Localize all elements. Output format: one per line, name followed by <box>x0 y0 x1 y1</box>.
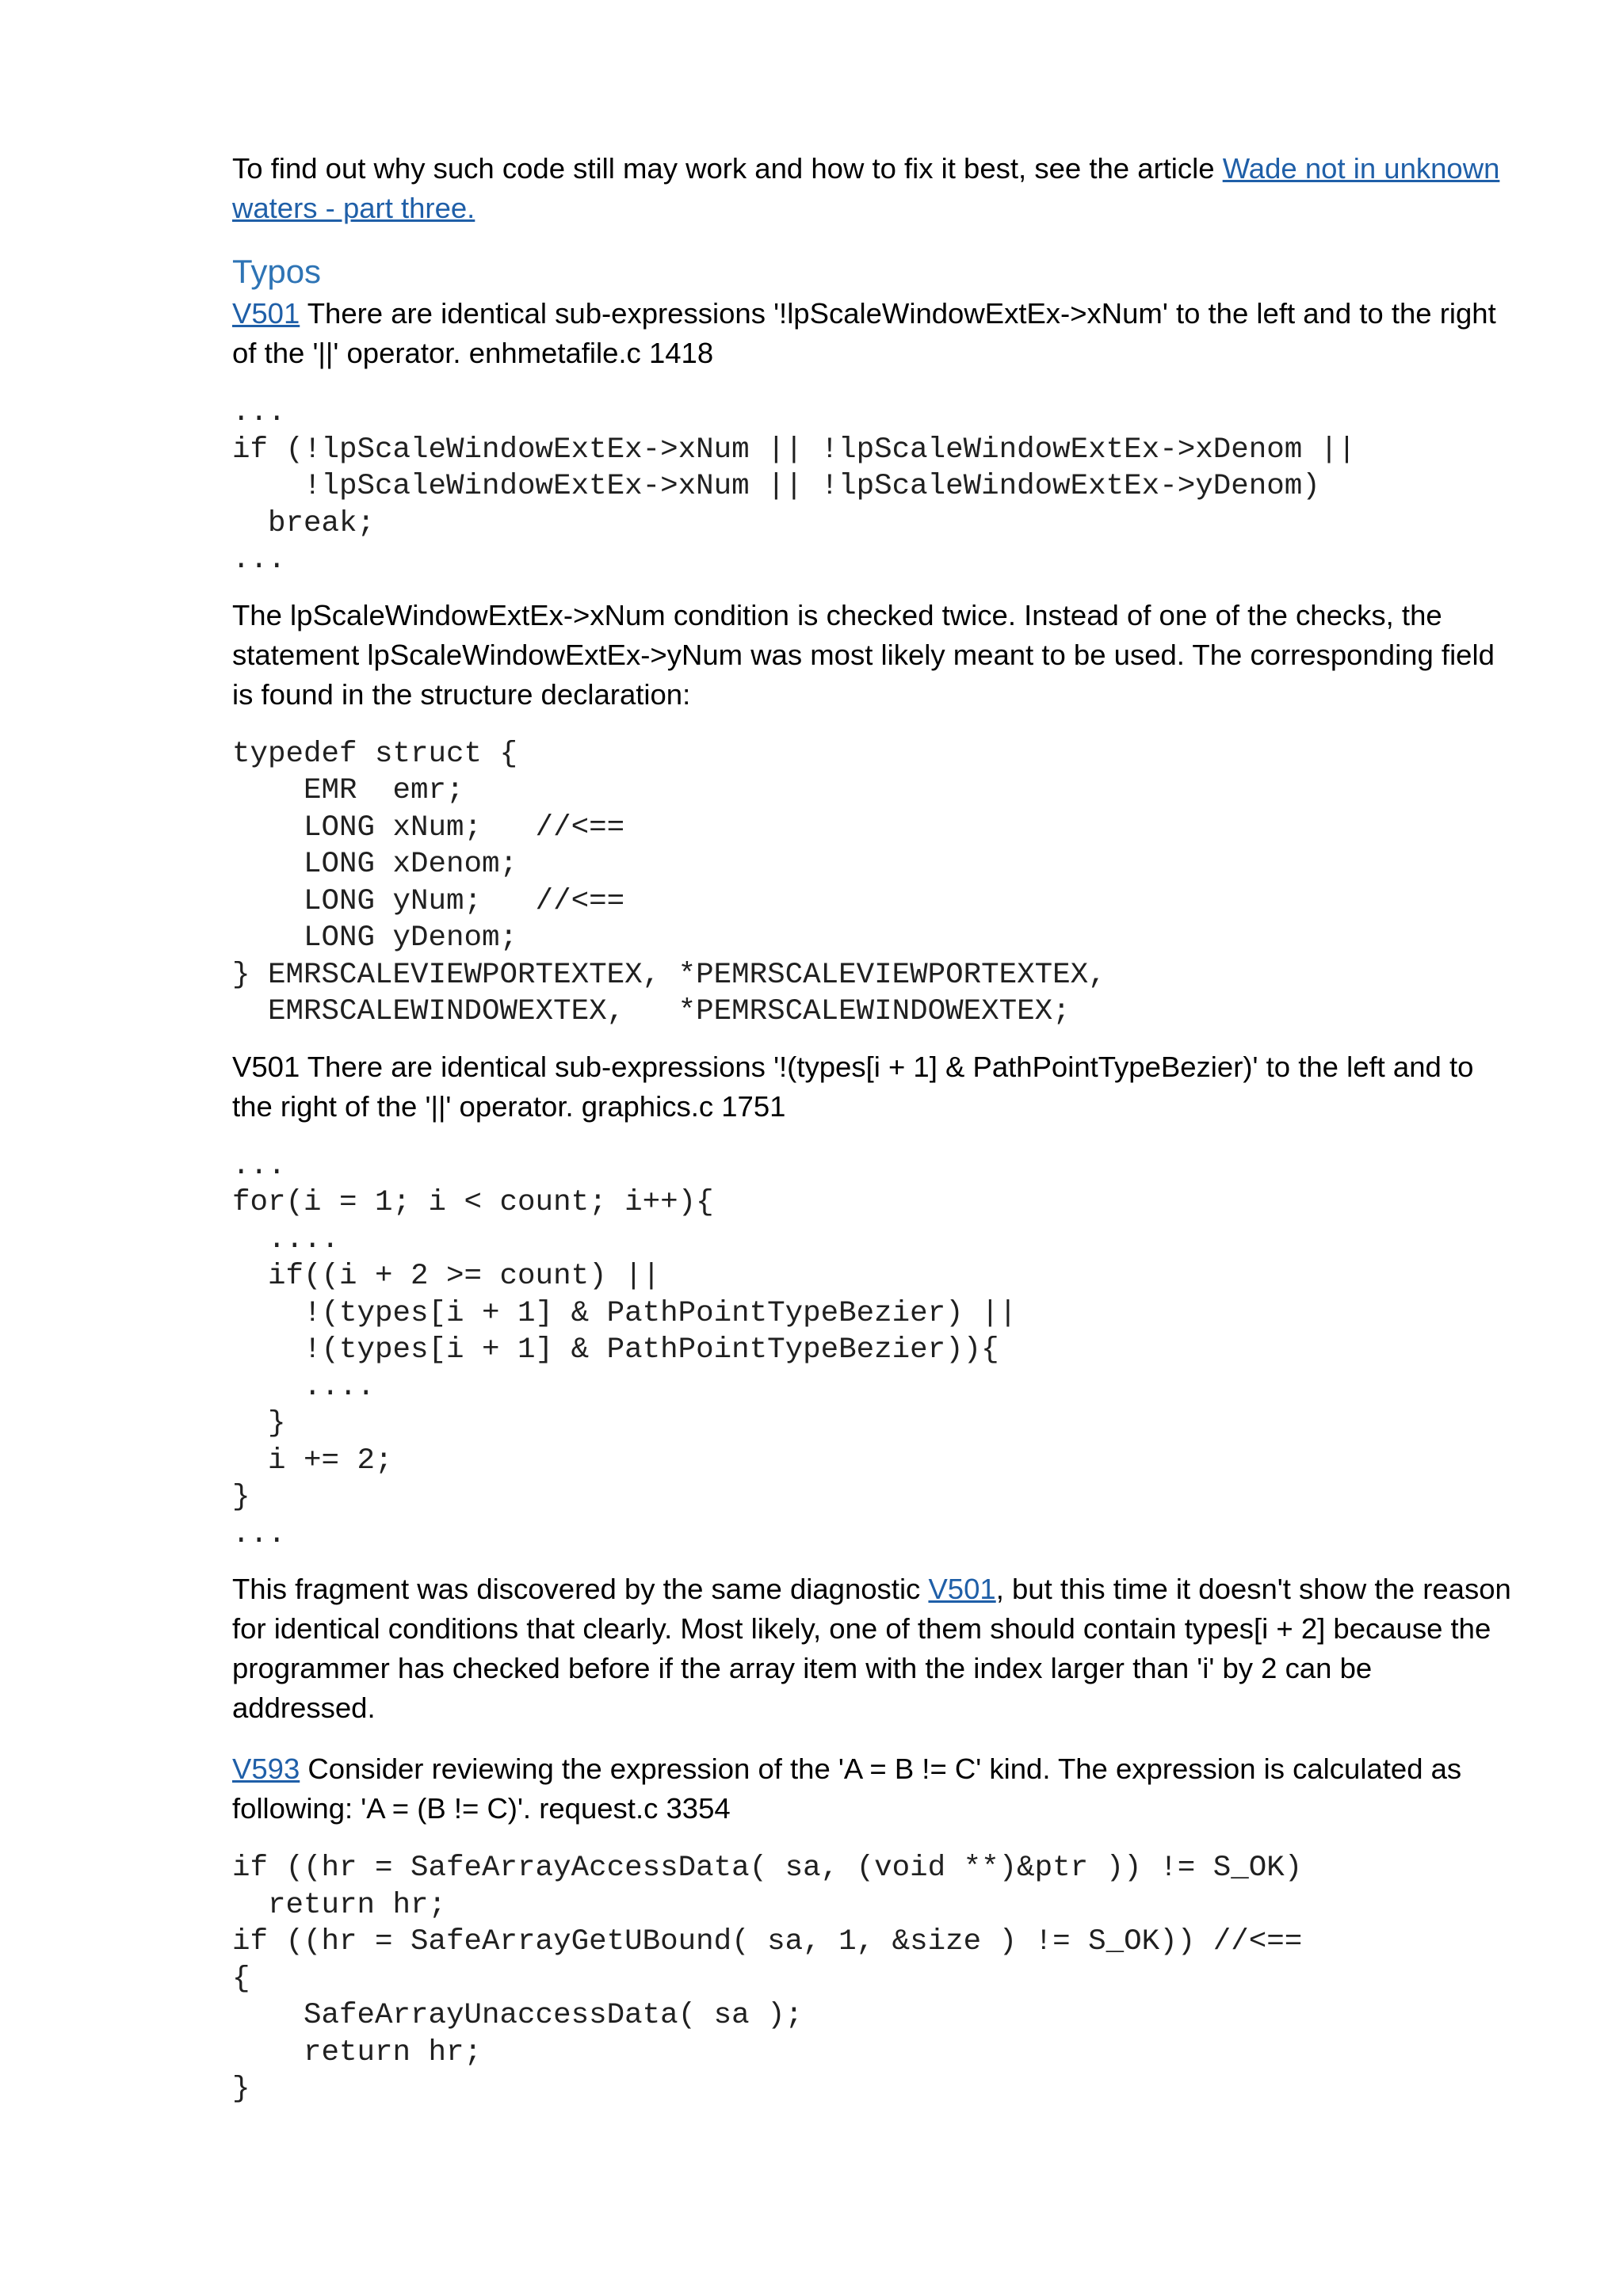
intro-paragraph <box>232 149 1516 228</box>
code-block-enhmetafile: ... if (!lpScaleWindowExtEx->xNum || !lpScaleWindowExtEx->xDenom || !lpScaleWindowExtEx->xNum || !lpScaleWindowExtEx->yDenom) break; ... <box>232 396 1356 577</box>
v501-link-inline[interactable]: V501 <box>928 1573 996 1605</box>
document-page <box>232 149 1516 2125</box>
diagnostic-v501-second: V501 There are identical sub-expressions '!(types[i + 1] & PathPointTypeBezier)' to the left and to the right of the '||' operator. graphics.c 1751 <box>232 1050 1474 1123</box>
diagnostic-text: There are identical sub-expressions '!lpScaleWindowExtEx->xNum' to the left and to the right of the '||' operator. enhmetafile.c 1418 <box>232 297 1496 369</box>
v593-link[interactable]: V593 <box>232 1753 300 1785</box>
diagnostic-v593 <box>232 1749 1516 1829</box>
code-block-request: if ((hr = SafeArrayAccessData( sa, (void **)&ptr )) != S_OK) return hr; if ((hr = SafeArrayGetUBound( sa, 1, &size ) != S_OK)) //<== { SafeArrayUnaccessData( sa ); return hr; } <box>232 1852 1303 2106</box>
fragment-text-before: This fragment was discovered by the same diagnostic <box>232 1573 929 1605</box>
section-heading: Typos <box>232 253 322 290</box>
article-link[interactable]: Wade not in unknown waters - part three. <box>232 152 1500 224</box>
code-block-graphics: ... for(i = 1; i < count; i++){ .... if((i + 2 >= count) || !(types[i + 1] & PathPointTypeBezier) || !(types[i + 1] & PathPointTypeBezier)){ .... } i += 2; } ... <box>232 1149 1018 1551</box>
fragment-paragraph <box>232 1569 1516 1728</box>
v501-link[interactable]: V501 <box>232 297 300 330</box>
diagnostic-v501-first <box>232 294 1516 373</box>
fragment-text-after: , but this time it doesn't show the reason for identical conditions that clearly. Most likely, one of them should contain types[i + 2] because the programmer has checked before if the array item with the index larger than 'i' by 2 can be addressed. <box>232 1573 1511 1724</box>
explanation-paragraph: The lpScaleWindowExtEx->xNum condition is checked twice. Instead of one of the checks, the statement lpScaleWindowExtEx->yNum was most likely meant to be used. The corresponding field is found in the structure declaration: <box>232 598 1495 711</box>
intro-text: To find out why such code still may work and how to fix it best, see the article <box>232 152 1223 185</box>
code-block-struct: typedef struct { EMR emr; LONG xNum; //<== LONG xDenom; LONG yNum; //<== LONG yDenom; } EMRSCALEVIEWPORTEXTEX, *PEMRSCALEVIEWPORTEXTEX, EMRSCALEWINDOWEXTEX, *PEMRSCALEWINDOWEXTEX; <box>232 737 1106 1028</box>
diagnostic-text: Consider reviewing the expression of the 'A = B != C' kind. The expression is calculated as following: 'A = (B != C)'. request.c 3354 <box>232 1753 1462 1825</box>
